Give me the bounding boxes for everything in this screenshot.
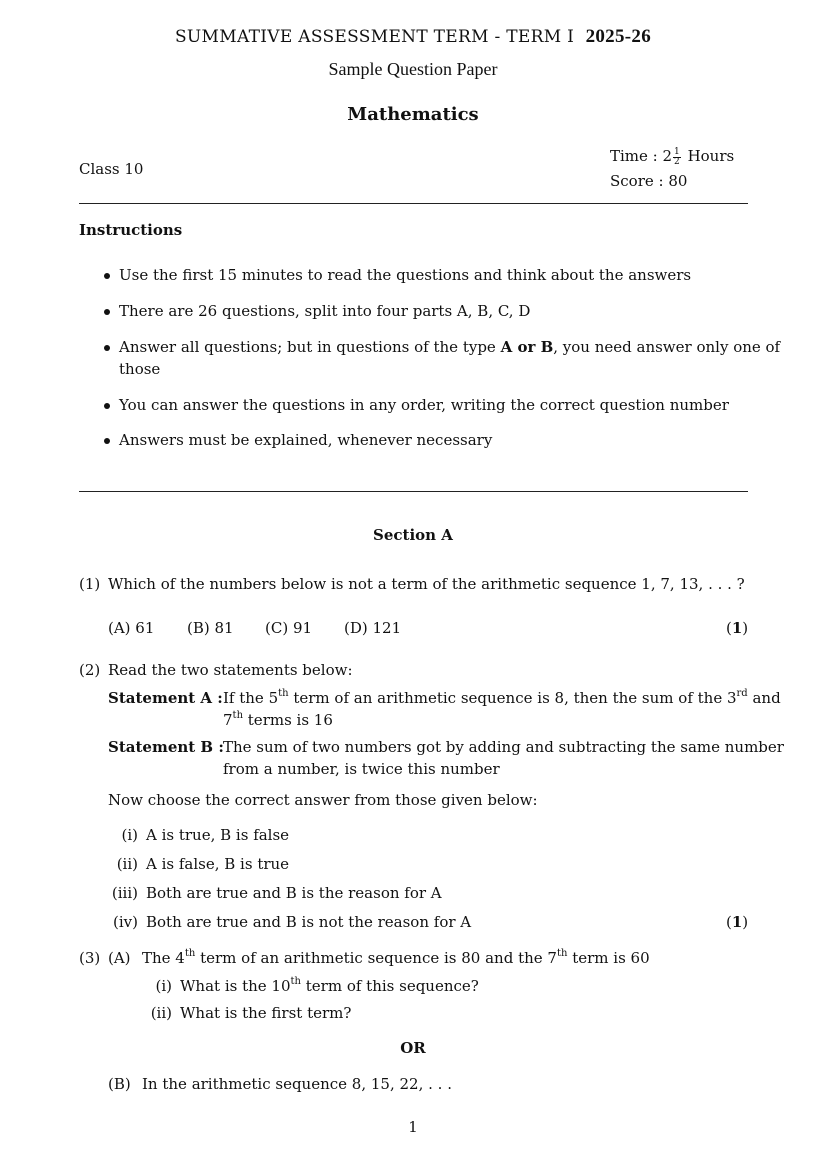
question-text: In the arithmetic sequence 8, 15, 22, . . .: [142, 1075, 452, 1093]
exam-year: 2025-26: [585, 26, 652, 47]
instruction-item-continued: those: [119, 360, 161, 378]
answer-option: (D) 121: [344, 619, 402, 637]
part-label: (B): [108, 1075, 131, 1093]
subject-title: Mathematics: [347, 104, 479, 125]
marks-paren: (: [726, 913, 732, 931]
time-frac-den: 2: [674, 156, 680, 167]
instructions-heading: Instructions: [79, 221, 183, 239]
exam-title-prefix: SUMMATIVE ASSESSMENT TERM - TERM I: [174, 27, 575, 47]
superscript: th: [232, 710, 244, 721]
option-text: A is false, B is true: [146, 855, 290, 873]
sub-question-text: What is the first term?: [180, 1004, 352, 1022]
instruction-item: Answers must be explained, whenever necessary: [119, 431, 493, 449]
instruction-item: You can answer the questions in any order, writing the correct question number: [119, 396, 729, 414]
text-fragment: term of an arithmetic sequence is 8, then the sum of the 3: [288, 689, 737, 707]
text-fragment: term of this sequence?: [300, 977, 479, 995]
instruction-item: Use the first 15 minutes to read the questions and think about the answers: [119, 266, 692, 284]
choose-instruction: Now choose the correct answer from those given below:: [108, 791, 538, 809]
statement-b-text-continued: from a number, is twice this number: [223, 760, 500, 778]
instruction-text: Answer all questions; but in questions of the type: [119, 338, 496, 356]
question-text: Which of the numbers below is not a term of the arithmetic sequence 1, 7, 13, . . . ?: [108, 575, 745, 593]
superscript: rd: [736, 688, 748, 699]
answer-option: (C) 91: [265, 619, 313, 637]
marks-value: 1: [731, 913, 743, 931]
question-number: (2): [79, 661, 101, 679]
question-text: Read the two statements below:: [108, 661, 353, 679]
marks-paren: ): [742, 619, 749, 637]
sub-question-label: (ii): [150, 1004, 172, 1022]
superscript: th: [556, 948, 568, 959]
text-fragment: 7: [223, 711, 233, 729]
instruction-item: There are 26 questions, split into four parts A, B, C, D: [119, 302, 531, 320]
text-fragment: The 4: [142, 949, 185, 967]
marks-paren: (: [726, 619, 732, 637]
text-fragment: term of an arithmetic sequence is 80 and the 7: [195, 949, 557, 967]
sub-question-text: [180, 977, 479, 995]
time-prefix: Time : 2: [610, 147, 673, 165]
option-label: (ii): [116, 855, 138, 873]
superscript: th: [290, 976, 301, 987]
statement-a-text-continued: [223, 711, 333, 729]
instructions-divider: [79, 491, 748, 492]
question-number: (1): [79, 575, 101, 593]
marks-value: 1: [731, 619, 743, 637]
marks-paren: ): [742, 913, 749, 931]
marks-label: [726, 913, 748, 931]
statement-a-text: [223, 689, 781, 707]
option-label: (iii): [111, 884, 138, 902]
superscript: th: [184, 948, 196, 959]
page-number: 1: [408, 1118, 418, 1136]
option-text: Both are true and B is the reason for A: [146, 884, 442, 902]
superscript: th: [278, 688, 289, 699]
marks-label: [726, 619, 748, 637]
option-text: A is true, B is false: [146, 826, 290, 844]
time-suffix: Hours: [687, 147, 735, 165]
part-label: (A): [108, 949, 131, 967]
instruction-text: , you need answer only one of: [553, 338, 781, 356]
bullet-icon: [104, 345, 110, 351]
time-fraction: [673, 148, 681, 167]
answer-option: (A) 61: [108, 619, 155, 637]
or-separator: OR: [400, 1039, 426, 1057]
question-number: (3): [79, 949, 101, 967]
statement-b-text: The sum of two numbers got by adding and subtracting the same number: [223, 738, 784, 756]
bullet-icon: [104, 309, 110, 315]
exam-title: [0, 26, 826, 48]
text-fragment: terms is 16: [243, 711, 333, 729]
total-score: Score : 80: [610, 172, 688, 190]
question-text: [142, 949, 650, 967]
text-fragment: term is 60: [567, 949, 650, 967]
bullet-icon: [104, 438, 110, 444]
paper-subtitle: Sample Question Paper: [328, 59, 498, 79]
instruction-emphasis: A or B: [500, 338, 554, 356]
header-divider: [79, 203, 748, 204]
bullet-icon: [104, 273, 110, 279]
time-allowed: [610, 147, 734, 167]
section-title: Section A: [373, 526, 453, 544]
sub-question-label: (i): [155, 977, 172, 995]
class-label: Class 10: [79, 160, 144, 178]
instruction-item: [119, 338, 780, 356]
statement-a-label: Statement A :: [108, 689, 223, 707]
option-label: (i): [121, 826, 138, 844]
text-fragment: and: [747, 689, 781, 707]
answer-option: (B) 81: [187, 619, 234, 637]
option-text: Both are true and B is not the reason for A: [146, 913, 472, 931]
text-fragment: If the 5: [223, 689, 279, 707]
text-fragment: What is the 10: [180, 977, 291, 995]
statement-b-label: Statement B :: [108, 738, 224, 756]
option-label: (iv): [113, 913, 138, 931]
time-frac-num: 1: [674, 146, 680, 157]
bullet-icon: [104, 403, 110, 409]
